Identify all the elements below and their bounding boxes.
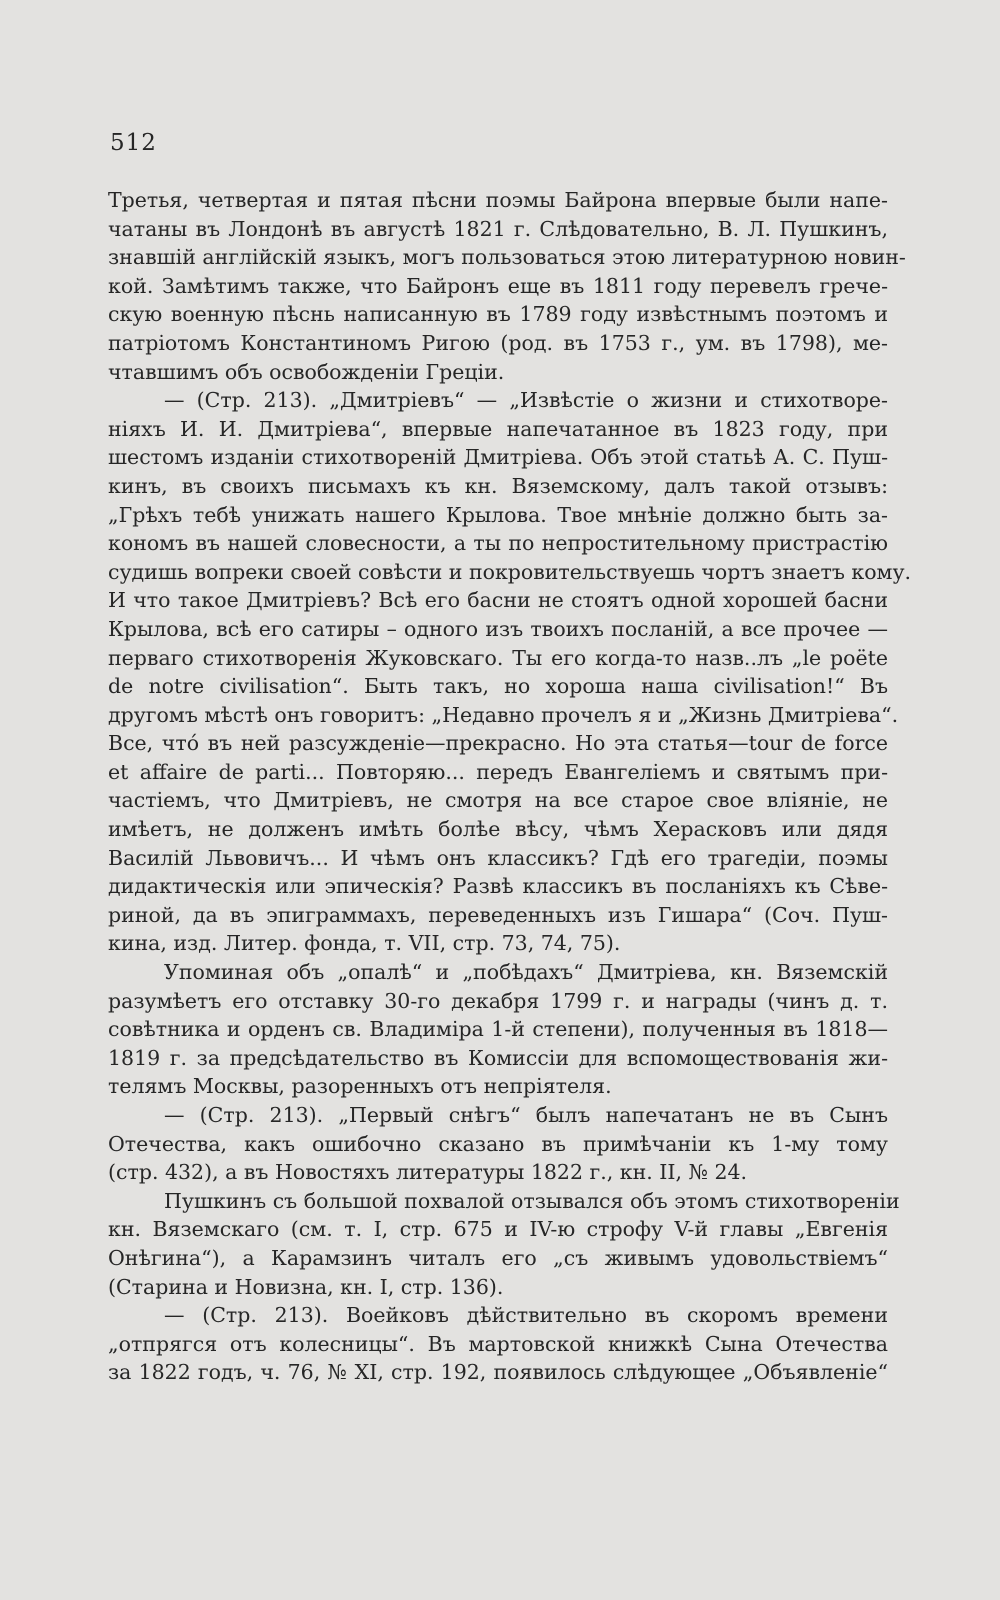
text-line: чатаны въ Лондонѣ въ августѣ 1821 г. Слѣдовательно, В. Л. Пушкинъ,	[108, 216, 888, 241]
text-line: de notre civilisation“. Быть такъ, но хороша наша civilisation!“ Въ	[108, 674, 888, 699]
text-line: И что такое Дмитріевъ? Всѣ его басни не стоятъ одной хорошей басни	[108, 588, 888, 613]
text-line: ніяхъ И. И. Дмитріева“, впервые напечатанное въ 1823 году, при	[108, 416, 888, 441]
text-line: за 1822 годъ, ч. 76, № XI, стр. 192, появилось слѣдующее „Объявленіе“	[108, 1360, 888, 1385]
text-line: кой. Замѣтимъ также, что Байронъ еще въ 1811 году перевелъ грече-	[108, 273, 888, 298]
text-line: шестомъ изданіи стихотвореній Дмитріева. Объ этой статьѣ А. С. Пуш-	[108, 445, 888, 470]
text-line: кн. Вяземскаго (см. т. I, стр. 675 и IV-ю строфу V-й главы „Евгенія	[108, 1217, 888, 1242]
text-line: (стр. 432), а въ Новостяхъ литературы 1822 г., кн. II, № 24.	[108, 1160, 748, 1185]
text-line: другомъ мѣстѣ онъ говоритъ: „Недавно прочелъ я и „Жизнь Дмитріева“.	[108, 702, 899, 727]
text-line: Все, что́ въ ней разсужденіе—прекрасно. Но эта статья—tour de force	[108, 731, 888, 756]
text-line: кинъ, въ своихъ письмахъ къ кн. Вяземскому, далъ такой отзывъ:	[108, 473, 888, 498]
text-line: Василій Львовичъ... И чѣмъ онъ классикъ? Гдѣ его трагедіи, поэмы	[108, 845, 888, 870]
text-line: „Грѣхъ тебѣ унижать нашего Крылова. Твое мнѣніе должно быть за-	[108, 502, 888, 527]
text-line: скую военную пѣснь написанную въ 1789 году извѣстнымъ поэтомъ и	[108, 302, 888, 327]
text-line: телямъ Москвы, разоренныхъ отъ непріятеля.	[108, 1074, 612, 1099]
text-line: кина, изд. Литер. фонда, т. VII, стр. 73, 74, 75).	[108, 931, 621, 956]
text-line: частіемъ, что Дмитріевъ, не смотря на все старое свое вліяніе, не	[108, 788, 888, 813]
text-line: Онѣгина“), а Карамзинъ читалъ его „съ живымъ удовольствіемъ“	[108, 1245, 888, 1270]
text-line: „отпрягся отъ колесницы“. Въ мартовской книжкѣ Сына Отечества	[108, 1331, 888, 1356]
text-line: судишь вопреки своей совѣсти и покровительствуешь чортъ знаетъ кому.	[108, 559, 912, 584]
text-line: имѣетъ, не долженъ имѣть болѣе вѣсу, чѣмъ Херасковъ или дядя	[108, 817, 888, 842]
text-line: Отечества, какъ ошибочно сказано въ примѣчаніи къ 1-му тому	[108, 1131, 888, 1156]
text-line: патріотомъ Константиномъ Ригою (род. въ 1753 г., ум. въ 1798), ме-	[108, 330, 888, 355]
text-line: разумѣетъ его отставку 30-го декабря 1799 г. и награды (чинъ д. т.	[108, 988, 888, 1013]
text-line: дидактическія или эпическія? Развѣ классикъ въ посланіяхъ къ Сѣве-	[108, 874, 888, 899]
text-line: 1819 г. за предсѣдательство въ Комиссіи для вспомоществованія жи-	[108, 1045, 888, 1070]
body-text	[108, 186, 912, 1387]
text-line: Упоминая объ „опалѣ“ и „побѣдахъ“ Дмитріева, кн. Вяземскій	[164, 960, 888, 985]
text-line: знавшій англійскій языкъ, могъ пользоваться этою литературною новин-	[108, 245, 906, 270]
text-line: — (Стр. 213). „Дмитріевъ“ — „Извѣстіе о жизни и стихотворе-	[164, 388, 888, 413]
text-line: (Старина и Новизна, кн. I, стр. 136).	[108, 1274, 504, 1299]
text-line: Крылова, всѣ его сатиры – одного изъ твоихъ посланій, а все прочее —	[108, 616, 888, 641]
text-line: риной, да въ эпиграммахъ, переведенныхъ изъ Гишара“ (Соч. Пуш-	[108, 902, 888, 927]
text-line: чтавшимъ объ освобожденіи Греціи.	[108, 359, 505, 384]
text-line: Пушкинъ съ большой похвалой отзывался объ этомъ стихотвореніи	[164, 1188, 900, 1213]
text-line: — (Стр. 213). Воейковъ дѣйствительно въ скоромъ времени	[164, 1303, 888, 1328]
text-line: Третья, четвертая и пятая пѣсни поэмы Байрона впервые были напе-	[108, 188, 888, 212]
page-number: 512	[110, 130, 157, 156]
text-line: et affaire de parti... Повторяю... передъ Евангеліемъ и святымъ при-	[108, 759, 888, 784]
text-line: перваго стихотворенія Жуковскаго. Ты его когда-то назв..лъ „le poëte	[108, 645, 888, 670]
text-line: — (Стр. 213). „Первый снѣгъ“ былъ напечатанъ не въ Сынъ	[164, 1103, 888, 1127]
text-line: кономъ въ нашей словесности, а ты по непростительному пристрастію	[108, 531, 888, 556]
text-line: совѣтника и орденъ св. Владиміра 1-й степени), полученныя въ 1818—	[108, 1017, 888, 1042]
